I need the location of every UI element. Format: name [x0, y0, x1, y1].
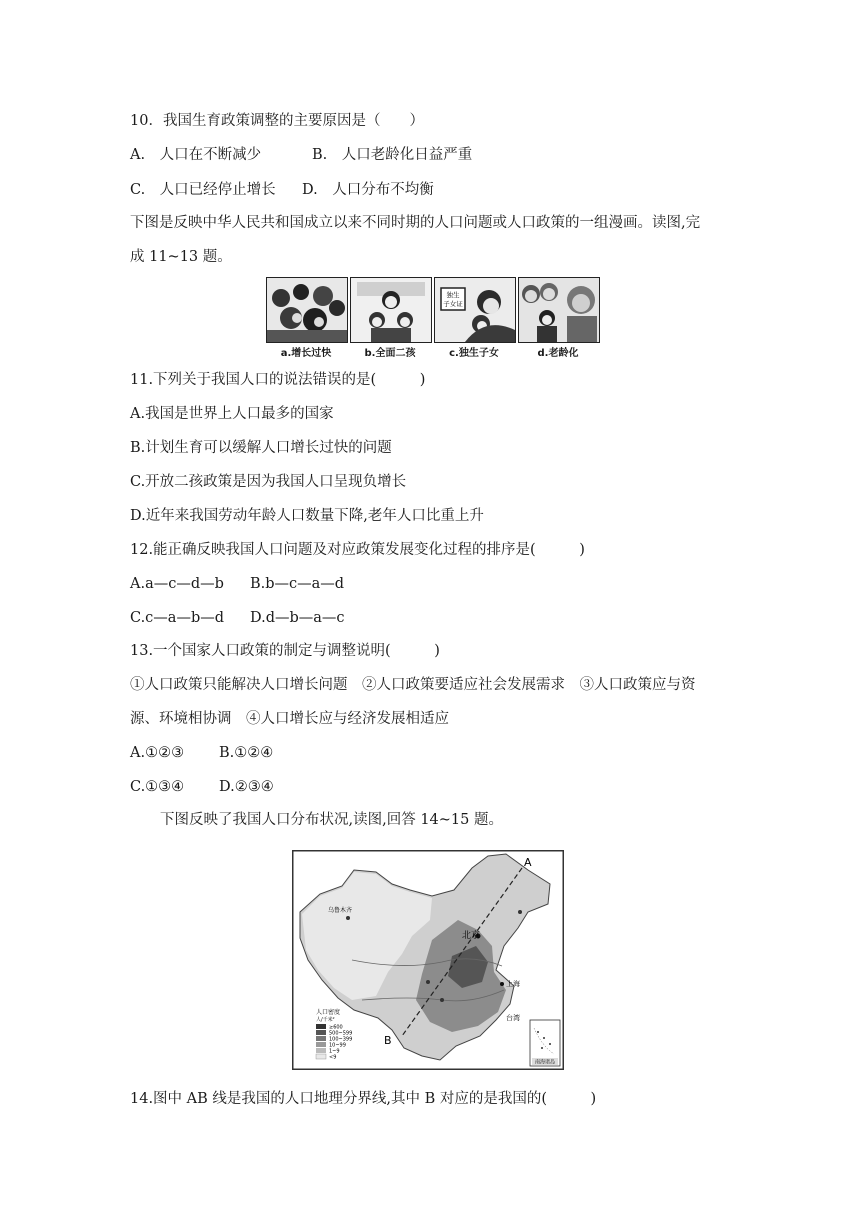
intro-comics-line1: 下图是反映中华人民共和国成立以来不同时期的人口问题或人口政策的一组漫画。读图,完: [130, 215, 701, 231]
comic-strip: [266, 277, 598, 359]
q11-option-a: A.我国是世界上人口最多的国家: [130, 406, 334, 422]
q12-option-d: D.d—b—a—c: [250, 610, 345, 626]
comic-panel-d: [518, 277, 600, 343]
q13-option-c: C.①③④: [130, 779, 185, 795]
svg-text:<9: <9: [329, 1054, 337, 1061]
q13-stem: 13.一个国家人口政策的制定与调整说明( ): [130, 643, 440, 659]
certificate-text-1: 独生: [446, 291, 460, 299]
map-label-a: A: [524, 856, 532, 869]
q11-option-d: D.近年来我国劳动年龄人口数量下降,老年人口比重上升: [130, 508, 484, 524]
svg-text:10~99: 10~99: [329, 1042, 346, 1049]
map-label-b: B: [384, 1034, 392, 1047]
intro-comics-line2: 成 11~13 题。: [130, 249, 232, 265]
shanghai-marker: [500, 982, 504, 986]
svg-text:≥600: ≥600: [329, 1024, 343, 1031]
svg-text:500~599: 500~599: [329, 1030, 353, 1037]
comic-caption-c: c.独生子女: [449, 348, 499, 359]
q11-option-c: C.开放二孩政策是因为我国人口呈现负增长: [130, 474, 407, 490]
q13-option-b: B.①②④: [219, 745, 274, 761]
q12-option-b: B.b—c—a—d: [250, 576, 345, 592]
q12-option-c: C.c—a—b—d: [130, 610, 225, 626]
intro-map: 下图反映了我国人口分布状况,读图,回答 14~15 题。: [160, 812, 503, 828]
q13-statements-line2: 源、环境相协调 ④人口增长应与经济发展相适应: [130, 711, 449, 727]
comic-panel-b: [350, 277, 432, 343]
q10-option-b: B. 人口老龄化日益严重: [312, 147, 473, 163]
q11-stem: 11.下列关于我国人口的说法错误的是( ): [130, 372, 426, 388]
q11-option-b: B.计划生育可以缓解人口增长过快的问题: [130, 440, 392, 456]
q10-option-d: D. 人口分布不均衡: [302, 182, 434, 198]
q12-stem: 12.能正确反映我国人口问题及对应政策发展变化过程的排序是( ): [130, 542, 585, 558]
inset-label: 南海诸岛: [534, 1059, 556, 1066]
q10-stem: 10．我国生育政策调整的主要原因是（ ）: [130, 113, 424, 129]
urumqi-marker: [346, 916, 350, 920]
q13-statements-line1: ①人口政策只能解决人口增长问题 ②人口政策要适应社会发展需求 ③人口政策应与资: [130, 677, 696, 693]
comic-panel-a: [266, 277, 348, 343]
population-map: [292, 850, 564, 1070]
svg-text:100~399: 100~399: [329, 1036, 353, 1043]
svg-text:1~9: 1~9: [329, 1048, 340, 1055]
q10-option-a: A. 人口在不断减少: [130, 147, 262, 163]
certificate-text-2: 子女证: [443, 300, 463, 308]
map-label-shanghai: 上海: [506, 980, 520, 988]
q13-option-a: A.①②③: [130, 745, 185, 761]
legend-title: 人口密度: [316, 1009, 341, 1016]
map-label-urumqi: 乌鲁木齐: [328, 907, 353, 914]
comic-caption-a: a.增长过快: [280, 348, 332, 359]
q10-option-c: C. 人口已经停止增长: [130, 182, 276, 198]
q14-stem: 14.图中 AB 线是我国的人口地理分界线,其中 B 对应的是我国的( ): [130, 1091, 597, 1107]
q12-option-a: A.a—c—d—b: [130, 576, 224, 592]
comic-caption-d: d.老龄化: [537, 348, 579, 359]
q13-option-d: D.②③④: [219, 779, 274, 795]
map-label-beijing: 北京: [462, 931, 481, 941]
legend-unit: 人/千米²: [316, 1017, 335, 1023]
comic-panel-c: [434, 277, 516, 343]
comic-caption-b: b.全面二孩: [364, 348, 416, 359]
south-china-sea-inset: [530, 1020, 560, 1066]
map-label-taiwan: 台湾: [506, 1014, 520, 1022]
